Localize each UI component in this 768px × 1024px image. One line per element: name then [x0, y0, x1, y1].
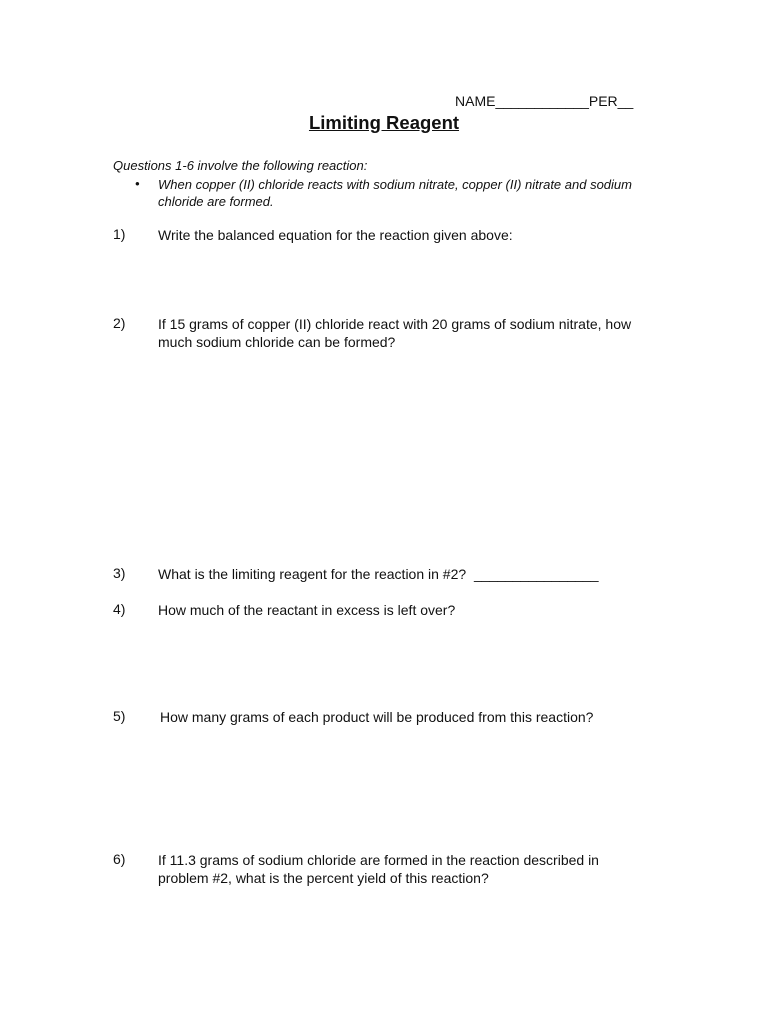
question-text-5: How many grams of each product will be produced from this reaction?: [160, 709, 594, 725]
page-title-text: Limiting Reagent: [308, 112, 460, 133]
question-text-6: If 11.3 grams of sodium chloride are formed in the reaction described in problem #2, what is the percent yield of this reaction?: [158, 852, 603, 886]
question-number-4: 4): [113, 601, 126, 617]
intro-text: Questions 1-6 involve the following reaction:: [113, 158, 368, 173]
bullet-icon: •: [135, 176, 140, 191]
question-number-6: 6): [113, 851, 126, 867]
question-text-1: Write the balanced equation for the reaction given above:: [158, 227, 513, 243]
question-number-3: 3): [113, 565, 126, 581]
question-text-4: How much of the reactant in excess is left over?: [158, 602, 456, 618]
question-text-2: If 15 grams of copper (II) chloride react with 20 grams of sodium nitrate, how much sodium chloride can be formed?: [158, 316, 635, 350]
name-period-line: NAME____________PER__: [455, 93, 634, 109]
reaction-description: When copper (II) chloride reacts with sodium nitrate, copper (II) nitrate and sodium chloride are formed.: [158, 177, 632, 209]
question-number-1: 1): [113, 226, 126, 242]
page-title: [0, 112, 768, 134]
question-text-3: What is the limiting reagent for the reaction in #2? ________________: [158, 566, 599, 582]
question-number-5: 5): [113, 708, 126, 724]
question-number-2: 2): [113, 315, 126, 331]
